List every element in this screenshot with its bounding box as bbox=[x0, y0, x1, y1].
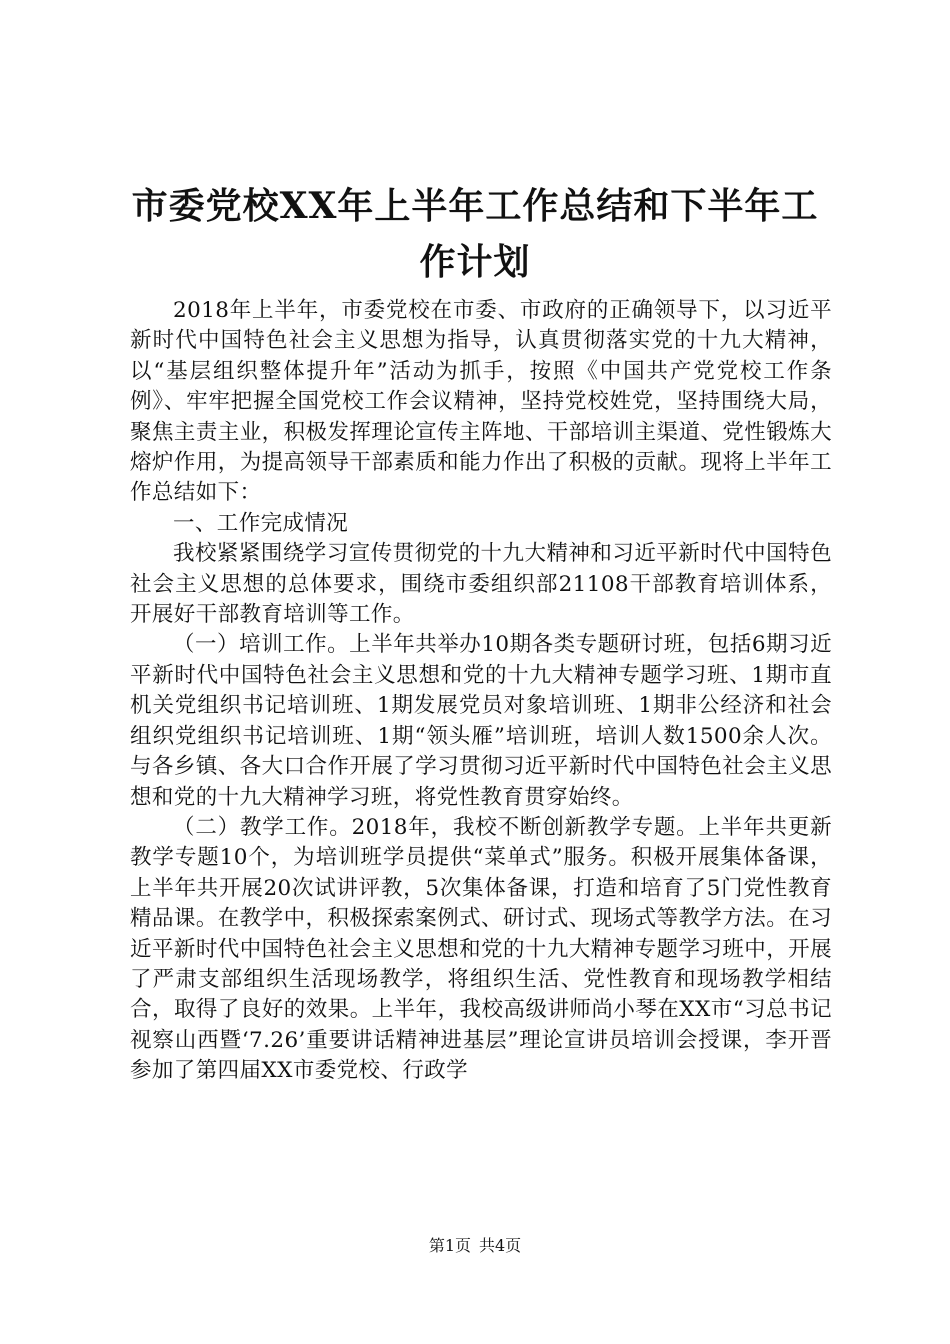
paragraph-overview: 我校紧紧围绕学习宣传贯彻党的十九大精神和习近平新时代中国特色社会主义思想的总体要求，围绕市委组织部21108干部教育培训体系，开展好干部教育培训等工作。 bbox=[130, 541, 832, 628]
section-heading-work-completion: 一、工作完成情况 bbox=[173, 510, 349, 536]
page-total: 共4页 bbox=[479, 1236, 522, 1255]
paragraph-training-work: （一）培训工作。上半年共举办10期各类专题研讨班，包括6期习近平新时代中国特色社会主义思想和党的十九大精神专题学习班、1期市直机关党组织书记培训班、1期发展党员对象培训班、1期非公经济和社会组织党组织书记培训班、1期“领头雁”培训班，培训人数1500余人次。与各乡镇、各大口合作开展了学习贯彻习近平新时代中国特色社会主义思想和党的十九大精神学习班，将党性教育贯穿始终。 bbox=[130, 632, 832, 810]
page-number: 第1页 bbox=[428, 1236, 471, 1255]
paragraph-teaching-work: （二）教学工作。2018年，我校不断创新教学专题。上半年共更新教学专题10个，为培训班学员提供“菜单式”服务。积极开展集体备课，上半年共开展20次试讲评教，5次集体备课，打造和培育了5门党性教育精品课。在教学中，积极探索案例式、研讨式、现场式等教学方法。在习近平新时代中国特色社会主义思想和党的十九大精神专题学习班中，开展了严肃支部组织生活现场教学，将组织生活、党性教育和现场教学相结合，取得了良好的效果。上半年，我校高级讲师尚小琴在XX市“习总书记视察山西暨‘7.26’重要讲话精神进基层”理论宣讲员培训会授课，李开晋参加了第四届XX市委党校、行政学 bbox=[130, 814, 832, 1084]
document-title: 市委党校XX年上半年工作总结和下半年工作计划 bbox=[131, 185, 819, 283]
paragraph-intro: 2018年上半年，市委党校在市委、市政府的正确领导下，以习近平新时代中国特色社会主义思想为指导，认真贯彻落实党的十九大精神，以“基层组织整体提升年”活动为抓手，按照《中国共产党党校工作条例》、牢牢把握全国党校工作会议精神，坚持党校姓党，坚持围绕大局，聚焦主责主业，积极发挥理论宣传主阵地、干部培训主渠道、党性锻炼大熔炉作用，为提高领导干部素质和能力作出了积极的贡献。现将上半年工作总结如下： bbox=[130, 298, 832, 506]
document-body bbox=[130, 296, 832, 1087]
page-footer bbox=[0, 1235, 950, 1257]
